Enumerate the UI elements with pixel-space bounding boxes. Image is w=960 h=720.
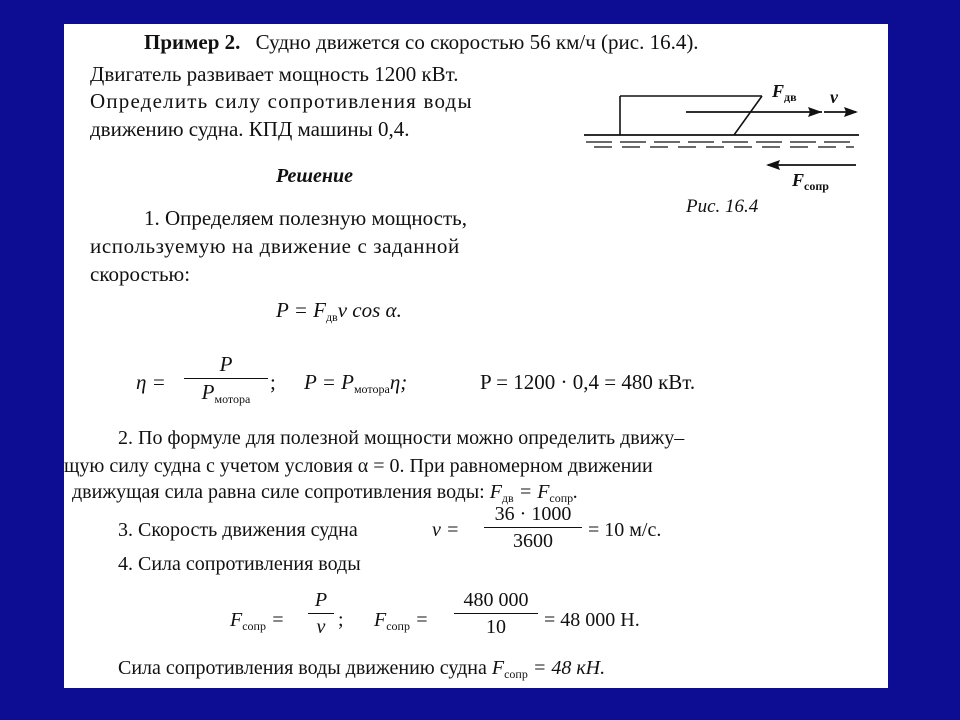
step4-numerator2: 480 000 (463, 589, 529, 611)
p-motor-lhs: P = P (304, 370, 354, 394)
step4-denominator1: v (308, 613, 334, 637)
step4-text: 4. Сила сопротивления воды (118, 553, 361, 575)
document-page (64, 24, 888, 688)
label-driving-force (772, 82, 797, 103)
formula-power (276, 300, 402, 323)
step4-eq1: = (265, 609, 285, 631)
figure-caption: Рис. 16.4 (686, 196, 759, 217)
eta-fraction (184, 354, 268, 405)
label-fsopr-sub: сопр (804, 179, 829, 193)
step2-eq-s1: дв (501, 491, 514, 505)
formula-p-value: P = 1200 · 0,4 = 480 кВт. (480, 370, 696, 394)
step2-eq-f1: F (489, 481, 502, 503)
step4-fraction1 (308, 590, 334, 637)
resistance-force-arrowhead (766, 160, 780, 170)
solution-title: Решение (276, 165, 354, 187)
formula-power-lhs: P = F (276, 298, 326, 322)
step4-fraction2 (454, 590, 538, 637)
formula-p-motor (304, 372, 407, 395)
final-sub: сопр (504, 667, 528, 681)
label-velocity: v (830, 87, 838, 107)
step3-numerator: 36 · 1000 (494, 503, 572, 525)
step4-eq2: = (409, 609, 429, 631)
label-fdv-main: F (772, 81, 785, 101)
formula-power-rhs: v cos α. (337, 298, 402, 322)
step2-eq-mid: = F (513, 481, 550, 503)
step1-line2: используемую на движение с заданной (90, 234, 460, 258)
step2-eq-s2: сопр (549, 491, 574, 505)
step4-f2: F (374, 609, 387, 631)
step3-rhs: = 10 м/с. (588, 519, 662, 541)
example-label: Пример 2. (144, 30, 241, 54)
step3-fraction (484, 504, 582, 551)
condition-line-2: Двигатель развивает мощность 1200 кВт. (90, 62, 459, 86)
eta-den-sub: мотора (214, 392, 251, 406)
ship-hull-bow (734, 96, 762, 135)
condition-line-3: Определить силу сопротивления воды (90, 89, 473, 113)
final-equation (492, 657, 605, 679)
eta-den-main: P (201, 380, 215, 404)
step4-f1: F (230, 609, 243, 631)
step4-separator: ; (338, 609, 344, 631)
eta-numerator: P (219, 352, 233, 376)
velocity-arrowhead (844, 107, 858, 117)
step2-line1: 2. По формуле для полезной мощности можно определить движу– (118, 427, 685, 449)
step4-s2: сопр (386, 619, 410, 633)
step4-numerator1: P (314, 589, 328, 611)
step2-line3-text: движущая сила равна силе сопротивления воды: (72, 481, 485, 503)
eta-lhs: η = (136, 370, 166, 394)
step2-line3 (72, 482, 578, 504)
step3-text: 3. Скорость движения судна (118, 519, 358, 541)
step4-rhs: = 48 000 Н. (544, 609, 640, 631)
step4-lhs1 (230, 610, 284, 632)
step2-eq-end: . (573, 481, 579, 503)
p-motor-sub: мотора (353, 382, 390, 396)
label-fsopr-main: F (792, 170, 805, 190)
eta-denominator (184, 378, 268, 405)
condition-line-4: движению судна. КПД машины 0,4. (90, 117, 410, 141)
final-rhs: = 48 кН. (527, 657, 606, 679)
step4-denominator2: 10 (454, 613, 538, 637)
label-resistance-force (792, 171, 829, 192)
p-motor-rhs: η; (389, 370, 408, 394)
final-answer (118, 658, 605, 680)
example-condition: Судно движется со скоростью 56 км/ч (рис. 16.4). (255, 30, 699, 54)
driving-force-arrowhead (808, 107, 822, 117)
step3-lhs: v = (432, 519, 460, 541)
formula-power-sub: дв (325, 310, 338, 324)
step1-line3: скоростью: (90, 262, 191, 286)
eta-separator: ; (270, 370, 276, 394)
step2-equation (490, 481, 578, 503)
step4-s1: сопр (242, 619, 266, 633)
final-f: F (491, 657, 505, 679)
step1-line1: 1. Определяем полезную мощность, (144, 206, 467, 230)
step4-lhs2 (374, 610, 428, 632)
step3-denominator: 3600 (484, 527, 582, 551)
final-text: Сила сопротивления воды движению судна (118, 657, 487, 679)
step2-line2: щую силу судна с учетом условия α = 0. При равномерном движении (64, 455, 653, 477)
label-fdv-sub: дв (784, 90, 797, 104)
